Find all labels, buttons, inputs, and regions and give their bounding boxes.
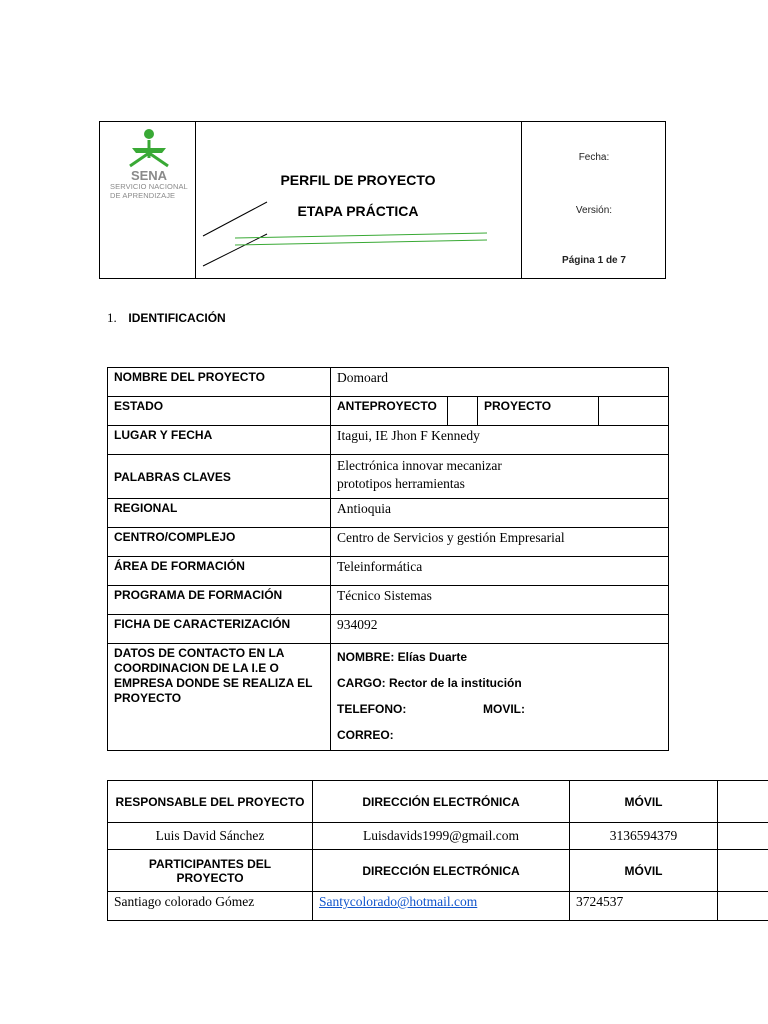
fecha-label: Fecha: (578, 152, 610, 163)
table-row (108, 781, 768, 823)
direccion-header: DIRECCIÓN ELECTRÓNICA (313, 781, 570, 823)
sena-emblem-icon (108, 128, 192, 182)
table-row (108, 615, 669, 644)
area-value: Teleinformática (331, 557, 669, 586)
contacto-movil: MOVIL: (483, 702, 525, 716)
empty-cell (718, 823, 768, 850)
page-subtitle: ETAPA PRÁCTICA (297, 203, 419, 219)
logo-line2: DE APRENDIZAJE (110, 191, 176, 200)
lugar-value: Itagui, IE Jhon F Kennedy (331, 426, 669, 455)
ficha-value: 934092 (331, 615, 669, 644)
empty-cell (718, 850, 768, 892)
table-row (108, 850, 768, 892)
sena-logo (108, 128, 192, 200)
palabras-value: Electrónica innovar mecanizar prototipos herramientas (331, 455, 669, 499)
logo-line1: SERVICIO NACIONAL (110, 182, 188, 191)
anteproyecto-label: ANTEPROYECTO (331, 397, 448, 426)
table-row (108, 823, 768, 850)
responsable-name: Luis David Sánchez (108, 823, 313, 850)
table-row (108, 368, 669, 397)
participante-name: Santiago colorado Gómez (108, 892, 313, 921)
table-row (108, 499, 669, 528)
empty-cell (718, 781, 768, 823)
version-label: Versión: (575, 205, 613, 216)
section-label: IDENTIFICACIÓN (128, 311, 226, 325)
table-row (108, 557, 669, 586)
contacto-nombre: NOMBRE: Elías Duarte (337, 650, 468, 664)
ficha-label: FICHA DE CARACTERIZACIÓN (108, 615, 331, 644)
header-decoration (195, 122, 521, 278)
logo-brand: SENA (130, 168, 168, 182)
responsable-header: RESPONSABLE DEL PROYECTO (108, 781, 313, 823)
responsables-table (107, 780, 768, 921)
contacto-cargo: CARGO: Rector de la institución (337, 676, 522, 690)
table-row (108, 586, 669, 615)
responsable-phone: 3136594379 (570, 823, 718, 850)
participante-email-link[interactable]: Santycolorado@hotmail.com (319, 894, 478, 909)
area-label: ÁREA DE FORMACIÓN (108, 557, 331, 586)
table-row (108, 426, 669, 455)
programa-label: PROGRAMA DE FORMACIÓN (108, 586, 331, 615)
anteproyecto-checkbox[interactable] (448, 397, 478, 426)
table-row (108, 892, 768, 921)
contacto-telefono: TELEFONO: (337, 702, 407, 716)
proyecto-label: PROYECTO (478, 397, 599, 426)
regional-value: Antioquia (331, 499, 669, 528)
page-number: Página 1 de 7 (562, 255, 626, 266)
participantes-header: PARTICIPANTES DEL PROYECTO (108, 850, 313, 892)
contacto-correo: CORREO: (337, 728, 394, 742)
table-row (108, 397, 669, 426)
empty-cell (718, 892, 768, 921)
participante-phone: 3724537 (570, 892, 718, 921)
estado-label: ESTADO (108, 397, 331, 426)
table-row (108, 644, 669, 751)
identification-table (107, 367, 669, 751)
table-row (108, 455, 669, 499)
centro-label: CENTRO/COMPLEJO (108, 528, 331, 557)
participantes-direccion-header: DIRECCIÓN ELECTRÓNICA (313, 850, 570, 892)
responsable-email: Luisdavids1999@gmail.com (313, 823, 570, 850)
lugar-label: LUGAR Y FECHA (108, 426, 331, 455)
document-header (99, 121, 666, 279)
section-heading (107, 310, 226, 326)
nombre-label: NOMBRE DEL PROYECTO (108, 368, 331, 397)
contacto-details (331, 644, 669, 751)
contacto-label: DATOS DE CONTACTO EN LA COORDINACION DE LA I.E O EMPRESA DONDE SE REALIZA EL PROYECTO (108, 644, 331, 751)
palabras-label: PALABRAS CLAVES (108, 455, 331, 499)
centro-value: Centro de Servicios y gestión Empresarial (331, 528, 669, 557)
participante-email-cell (313, 892, 570, 921)
table-row (108, 528, 669, 557)
section-number: 1. (107, 310, 117, 325)
nombre-value: Domoard (331, 368, 669, 397)
programa-value: Técnico Sistemas (331, 586, 669, 615)
contacto-telefono-row (337, 696, 662, 722)
regional-label: REGIONAL (108, 499, 331, 528)
page-title: PERFIL DE PROYECTO (280, 172, 436, 188)
participantes-movil-header: MÓVIL (570, 850, 718, 892)
proyecto-checkbox[interactable] (599, 397, 669, 426)
movil-header: MÓVIL (570, 781, 718, 823)
